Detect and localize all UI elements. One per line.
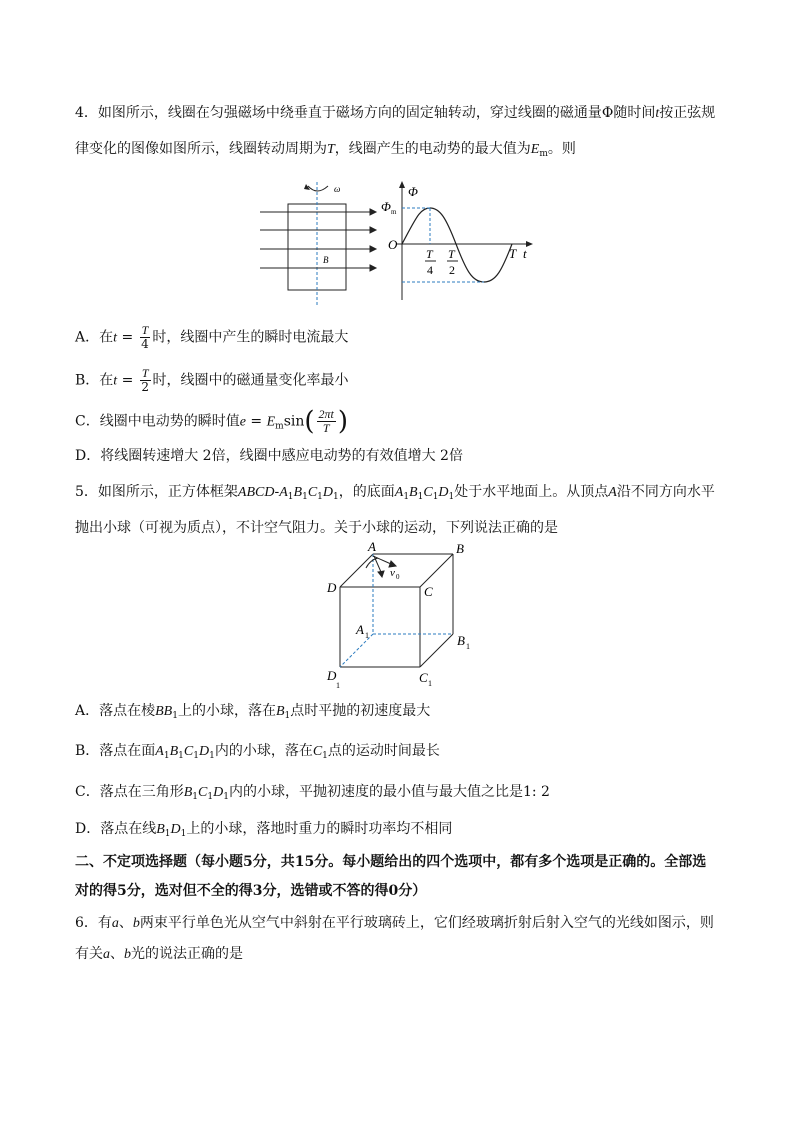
q4-option-b: B．在t = $\frac{T}{2}$ 时，线圈中的磁通量变化率最小 — [75, 366, 349, 394]
q5-stem-line2: 抛出小球（可视为质点），不计空气阻力。关于小球的运动，下列说法正确的是 — [75, 520, 558, 536]
q4-option-d: D．将线圈转速增大 2倍，线圈中感应电动势的有效值增大 2倍 — [75, 448, 463, 464]
vertex-A1-sub: 1 — [365, 631, 369, 640]
q5-option-a: A．落点在棱$BB_1$上的小球，落在$B_1$点时平抛的初速度最大 — [75, 703, 431, 721]
q5-cube-figure — [318, 542, 478, 690]
vertex-B1-label: B — [457, 633, 465, 648]
tick-T-over-4-den: 4 — [427, 263, 433, 277]
omega-label: ω — [334, 184, 341, 194]
q4-figure — [250, 178, 540, 308]
q5-option-d: D．落点在线$B_1D_1$上的小球，落地时重力的瞬时功率均不相同 — [75, 821, 453, 839]
vertex-A-label: A — [368, 542, 376, 554]
t-axis-label: t — [523, 246, 527, 261]
vertex-C-label: C — [424, 584, 433, 599]
vertex-A1-label: A — [356, 622, 364, 637]
q4-stem-line1: 4．如图所示，线圈在匀强磁场中绕垂直于磁场方向的固定轴转动，穿过线圈的磁通量Φ随时间t按正弦规 — [75, 105, 716, 121]
q4-option-c: C．线圈中电动势的瞬时值$e = E_m\sin$( $\frac{2\pi t}{T}$ ) — [75, 406, 349, 437]
q5-option-c: C．落点在三角形$B_1C_1D_1$内的小球，平抛初速度的最小值与最大值之比是1: 2 — [75, 784, 550, 802]
v0-label: v — [390, 567, 395, 579]
vertex-B-label: B — [456, 542, 464, 556]
phi-m-label: Φ — [381, 199, 391, 214]
section2-heading-line2: 对的得5分，选对但不全的得3分，选错或不答的得0分） — [75, 883, 427, 899]
phi-axis-label: Φ — [408, 184, 418, 199]
B-label: B — [323, 255, 329, 265]
vertex-D1-sub: 1 — [336, 681, 340, 690]
tick-T-label: T — [509, 246, 517, 261]
q6-stem-line2: 有关a、b光的说法正确的是 — [75, 946, 243, 962]
tick-T-over-2-den: 2 — [449, 263, 455, 277]
q5-stem-line1: 5．如图所示，正方体框架ABCD-$A_1B_1C_1D_1$，的底面$A_1B_1C_1D_1$处于水平地面上。从顶点A沿不同方向水平 — [75, 484, 715, 502]
vertex-D1-label: D — [327, 668, 337, 683]
vertex-B1-sub: 1 — [466, 642, 470, 651]
q4-stem-line2: 律变化的图像如图所示，线圈转动周期为T，线圈产生的电动势的最大值为$E_m$。则 — [75, 141, 576, 159]
flux-graph — [381, 181, 533, 300]
tick-T-over-4-num: T — [426, 247, 433, 261]
q6-stem-line1: 6．有a、b两束平行单色光从空气中斜射在平行玻璃砖上，它们经玻璃折射后射入空气的光线如图示，则 — [75, 915, 714, 931]
origin-label: O — [388, 237, 398, 252]
vertex-D-label: D — [327, 580, 337, 595]
vertex-C1-label: C — [419, 670, 428, 685]
coil-diagram — [260, 182, 376, 306]
phi-m-sub: m — [391, 208, 397, 216]
vertex-C1-sub: 1 — [428, 679, 432, 688]
q4-option-a: A．在t = $\frac{T}{4}$ 时，线圈中产生的瞬时电流最大 — [75, 323, 349, 351]
section2-heading-line1: 二、不定项选择题（每小题5分，共15分。每小题给出的四个选项中，都有多个选项是正确的。全部选 — [75, 854, 707, 870]
tick-T-over-2-num: T — [448, 247, 455, 261]
v0-sub: 0 — [396, 573, 400, 581]
q5-option-b: B．落点在面$A_1B_1C_1D_1$内的小球，落在$C_1$点的运动时间最长 — [75, 743, 440, 761]
